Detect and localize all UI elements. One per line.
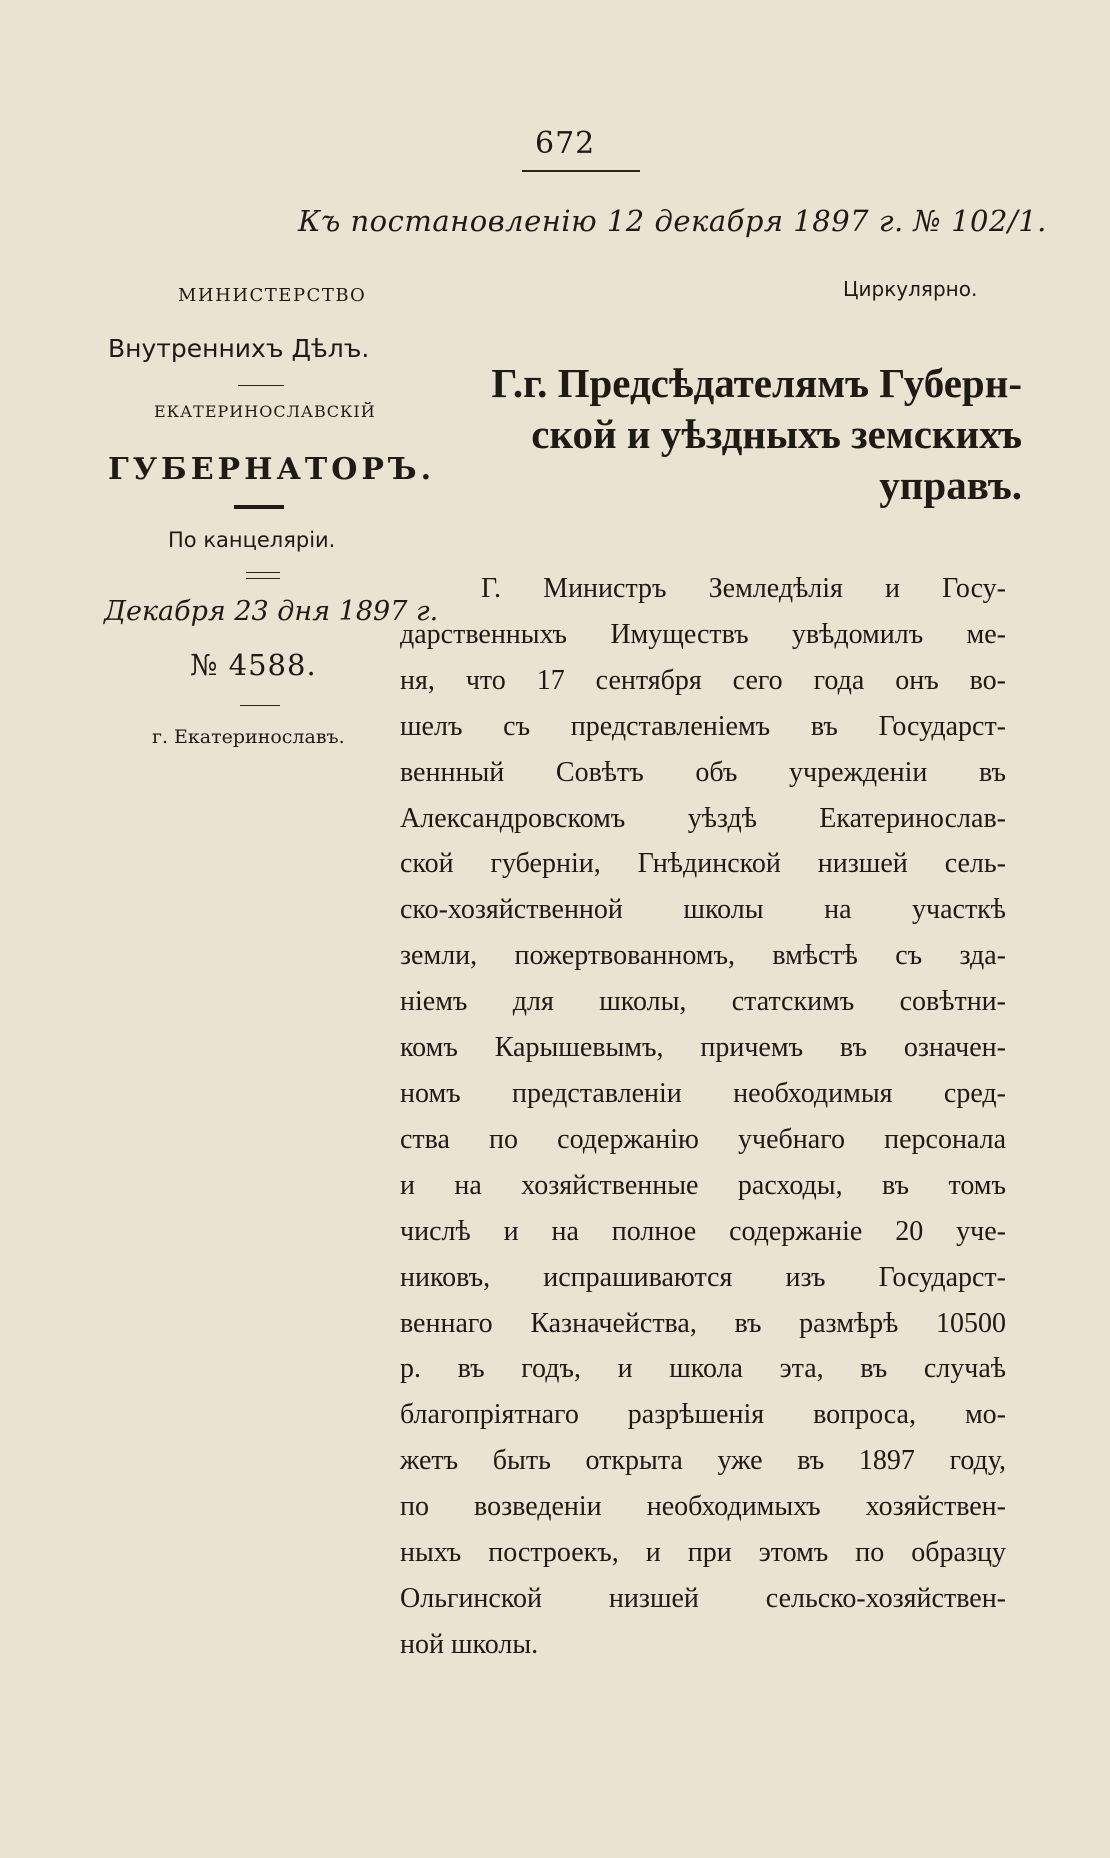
divider-3b xyxy=(246,578,280,579)
divider-1 xyxy=(238,385,284,386)
body-line: никовъ, испрашиваются изъ Государст- xyxy=(400,1261,1006,1293)
body-line: ства по содержанію учебнаго персонала xyxy=(400,1123,1006,1155)
chancellery-label: По канцеляріи. xyxy=(168,528,336,552)
addressee-line-1: Г.г. Предсѣдателямъ Губерн- xyxy=(491,360,1022,406)
divider-4 xyxy=(240,705,280,706)
divider-3a xyxy=(246,572,280,573)
body-line: числѣ и на полное содержаніе 20 уче- xyxy=(400,1215,1006,1247)
body-line: благопріятнаго разрѣшенія вопроса, мо- xyxy=(400,1399,1006,1431)
body-line: по возведеніи необходимыхъ хозяйствен- xyxy=(400,1491,1006,1523)
body-line: р. въ годъ, и школа эта, въ случаѣ xyxy=(400,1353,1006,1385)
body-line: веннаго Казначейства, въ размѣрѣ 10500 xyxy=(400,1307,1006,1339)
body-line: ной школы. xyxy=(400,1628,539,1660)
body-line: жетъ быть открыта уже въ 1897 году, xyxy=(400,1445,1006,1477)
divider-2 xyxy=(234,505,284,509)
body-line: комъ Карышевымъ, причемъ въ означен- xyxy=(400,1032,1006,1064)
circular-label: Циркулярно. xyxy=(843,277,978,301)
addressee-line-2: ской и уѣздныхъ земскихъ управъ. xyxy=(531,411,1022,508)
body-line: Александровскомъ уѣздѣ Екатеринослав- xyxy=(400,802,1006,834)
ministry-heading: МИНИСТЕРСТВО xyxy=(178,285,367,306)
page-number-rule xyxy=(522,170,640,172)
department-name: Внутреннихъ Дѣлъ. xyxy=(108,334,370,363)
document-date: Декабря 23 дня 1897 г. xyxy=(104,596,439,627)
body-line: и на хозяйственные расходы, въ томъ xyxy=(400,1169,1006,1201)
body-line: ско-хозяйственной школы на участкѣ xyxy=(400,894,1006,926)
body-line: Г. Министръ Земледѣлія и Госу- xyxy=(481,573,1006,604)
letter-body xyxy=(400,566,1006,1668)
body-line: шелъ съ представленіемъ въ Государст- xyxy=(400,710,1006,742)
body-line: дарственныхъ Имуществъ увѣдомилъ ме- xyxy=(400,618,1006,650)
body-line: ныхъ построекъ, и при этомъ по образцу xyxy=(400,1537,1006,1569)
governor-title: ГУБЕРНАТОРЪ. xyxy=(108,452,436,487)
body-line: ской губерніи, Гнѣдинской низшей сель- xyxy=(400,848,1006,880)
governorate-name: ЕКАТЕРИНОСЛАВСКІЙ xyxy=(154,402,376,421)
body-line: ня, что 17 сентября сего года онъ во- xyxy=(400,664,1006,696)
document-city: г. Екатеринославъ. xyxy=(152,726,345,748)
body-line: веннный Совѣтъ объ учрежденіи въ xyxy=(400,756,1006,788)
body-line: земли, пожертвованномъ, вмѣстѣ съ зда- xyxy=(400,940,1006,972)
addressee-heading xyxy=(382,358,1022,511)
page-number: 672 xyxy=(535,126,596,161)
document-number: № 4588. xyxy=(190,648,317,682)
body-line: ніемъ для школы, статскимъ совѣтни- xyxy=(400,986,1006,1018)
body-line: Ольгинской низшей сельско-хозяйствен- xyxy=(400,1582,1006,1614)
body-line: номъ представленіи необходимыя сред- xyxy=(400,1077,1006,1109)
resolution-reference: Къ постановленію 12 декабря 1897 г. № 102/1. xyxy=(298,204,1047,238)
